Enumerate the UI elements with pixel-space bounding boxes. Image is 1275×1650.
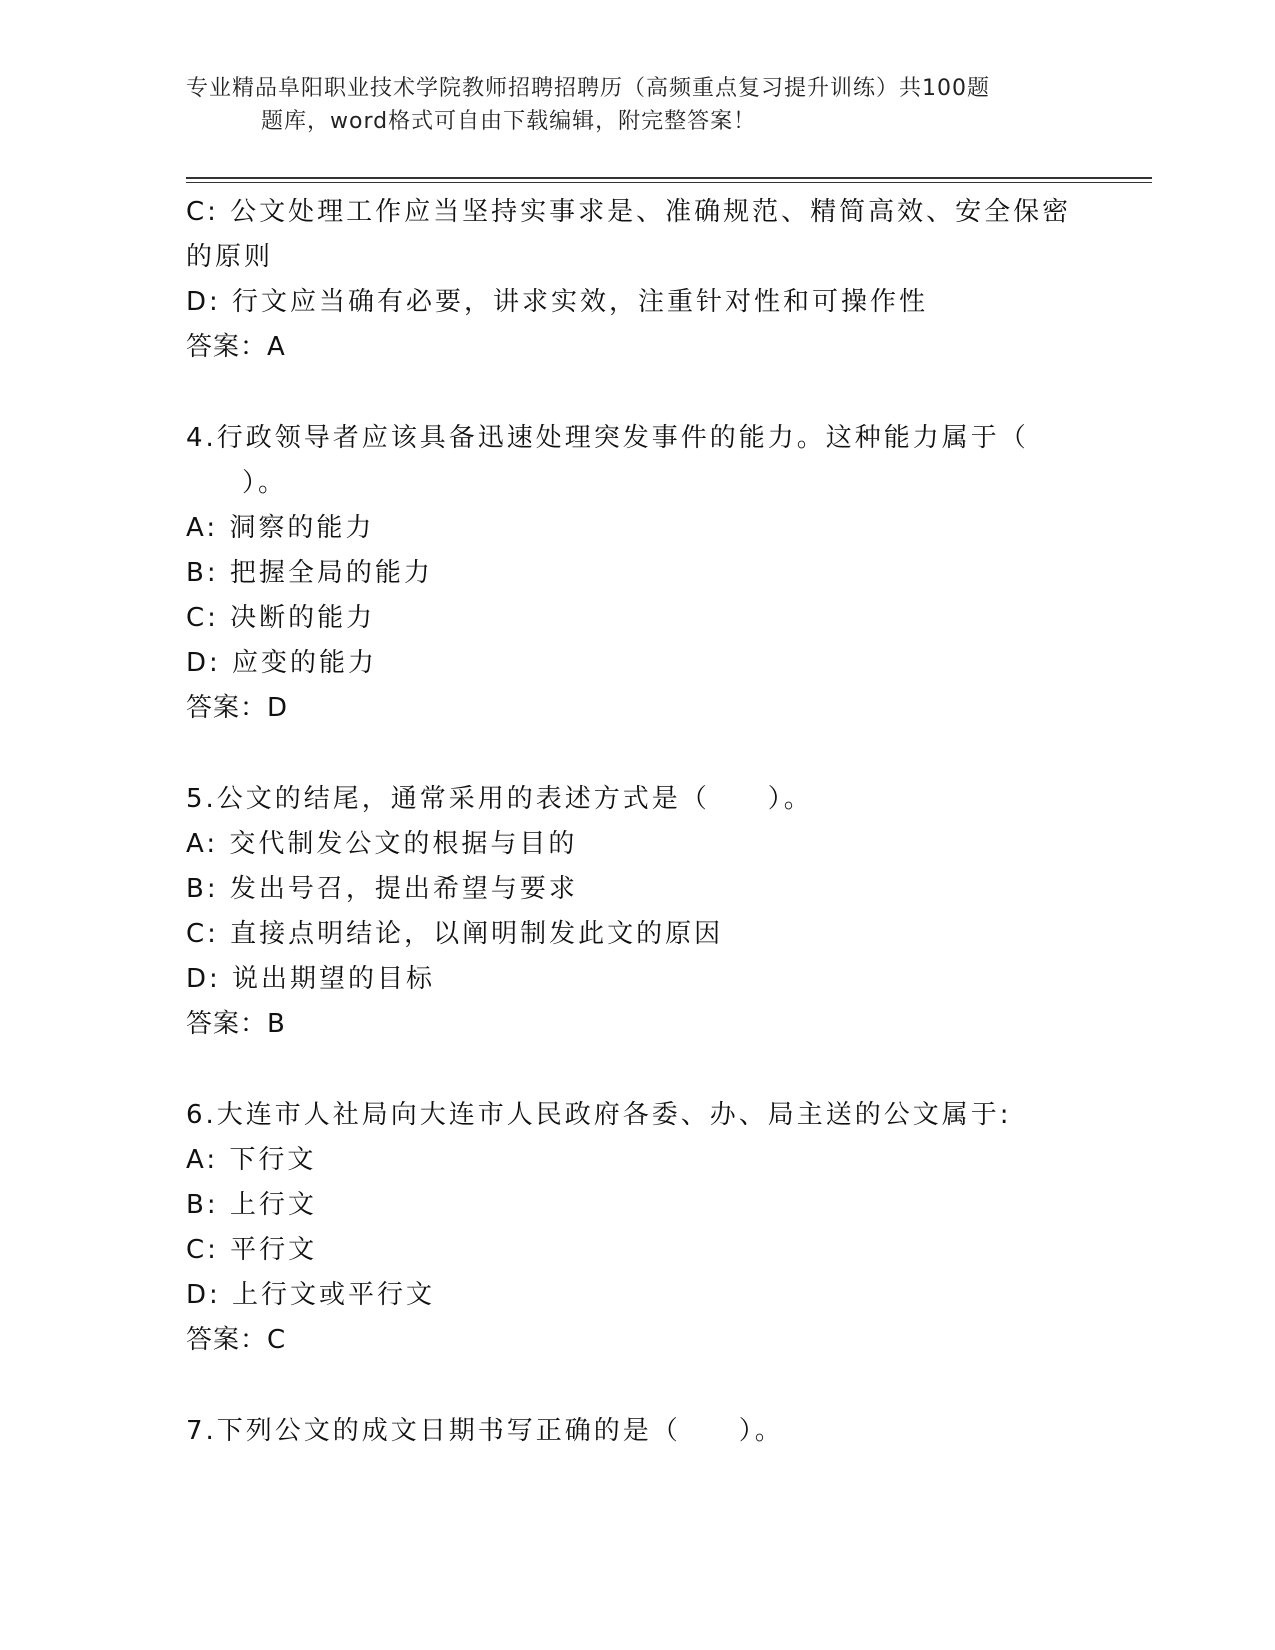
q6-option-a: A: 下行文 [186,1145,317,1175]
q6-answer: 答案：C [186,1325,287,1355]
q5-option-b: B: 发出号召，提出希望与要求 [186,874,578,904]
q5-option-d: D: 说出期望的目标 [186,964,436,994]
question-3-tail [186,190,1086,370]
q4-stem-line1: 4.行政领导者应该具备迅速处理突发事件的能力。这种能力属于（ [186,423,1029,453]
q3-option-d: D: 行文应当确有必要，讲求实效，注重针对性和可操作性 [186,287,929,317]
question-list [186,190,1086,1454]
question-5 [186,777,1086,1047]
header-rule-thin [186,182,1152,183]
q3-option-c-line1: C: 公文处理工作应当坚持实事求是、准确规范、精简高效、安全保密 [186,197,1072,227]
question-6 [186,1093,1086,1363]
question-7 [186,1409,1086,1454]
header-line-1: 专业精品阜阳职业技术学院教师招聘招聘历（高频重点复习提升训练）共100题 [186,76,990,101]
q4-option-b: B: 把握全局的能力 [186,558,433,588]
q6-option-d: D: 上行文或平行文 [186,1280,436,1310]
q3-answer: 答案：A [186,332,286,362]
q6-stem: 6.大连市人社局向大连市人民政府各委、办、局主送的公文属于: [186,1100,1012,1130]
q5-answer: 答案：B [186,1009,286,1039]
q4-option-d: D: 应变的能力 [186,648,378,678]
q4-option-c: C: 决断的能力 [186,603,376,633]
q3-option-c-line2: 的原则 [186,242,274,272]
q5-option-c: C: 直接点明结论，以阐明制发此文的原因 [186,919,724,949]
q6-option-b: B: 上行文 [186,1190,317,1220]
header-rule-thick [186,177,1152,179]
header-line-2: 题库，word格式可自由下载编辑，附完整答案！ [261,109,757,134]
q7-stem: 7.下列公文的成文日期书写正确的是（ ）。 [186,1416,784,1446]
q6-option-c: C: 平行文 [186,1235,318,1265]
page-header [186,72,1086,138]
q4-answer: 答案：D [186,693,289,723]
q4-option-a: A: 洞察的能力 [186,513,375,543]
question-4 [186,416,1086,731]
q4-stem-line2: ）。 [242,468,288,498]
q5-stem: 5.公文的结尾，通常采用的表述方式是（ ）。 [186,784,813,814]
q5-option-a: A: 交代制发公文的根据与目的 [186,829,578,859]
